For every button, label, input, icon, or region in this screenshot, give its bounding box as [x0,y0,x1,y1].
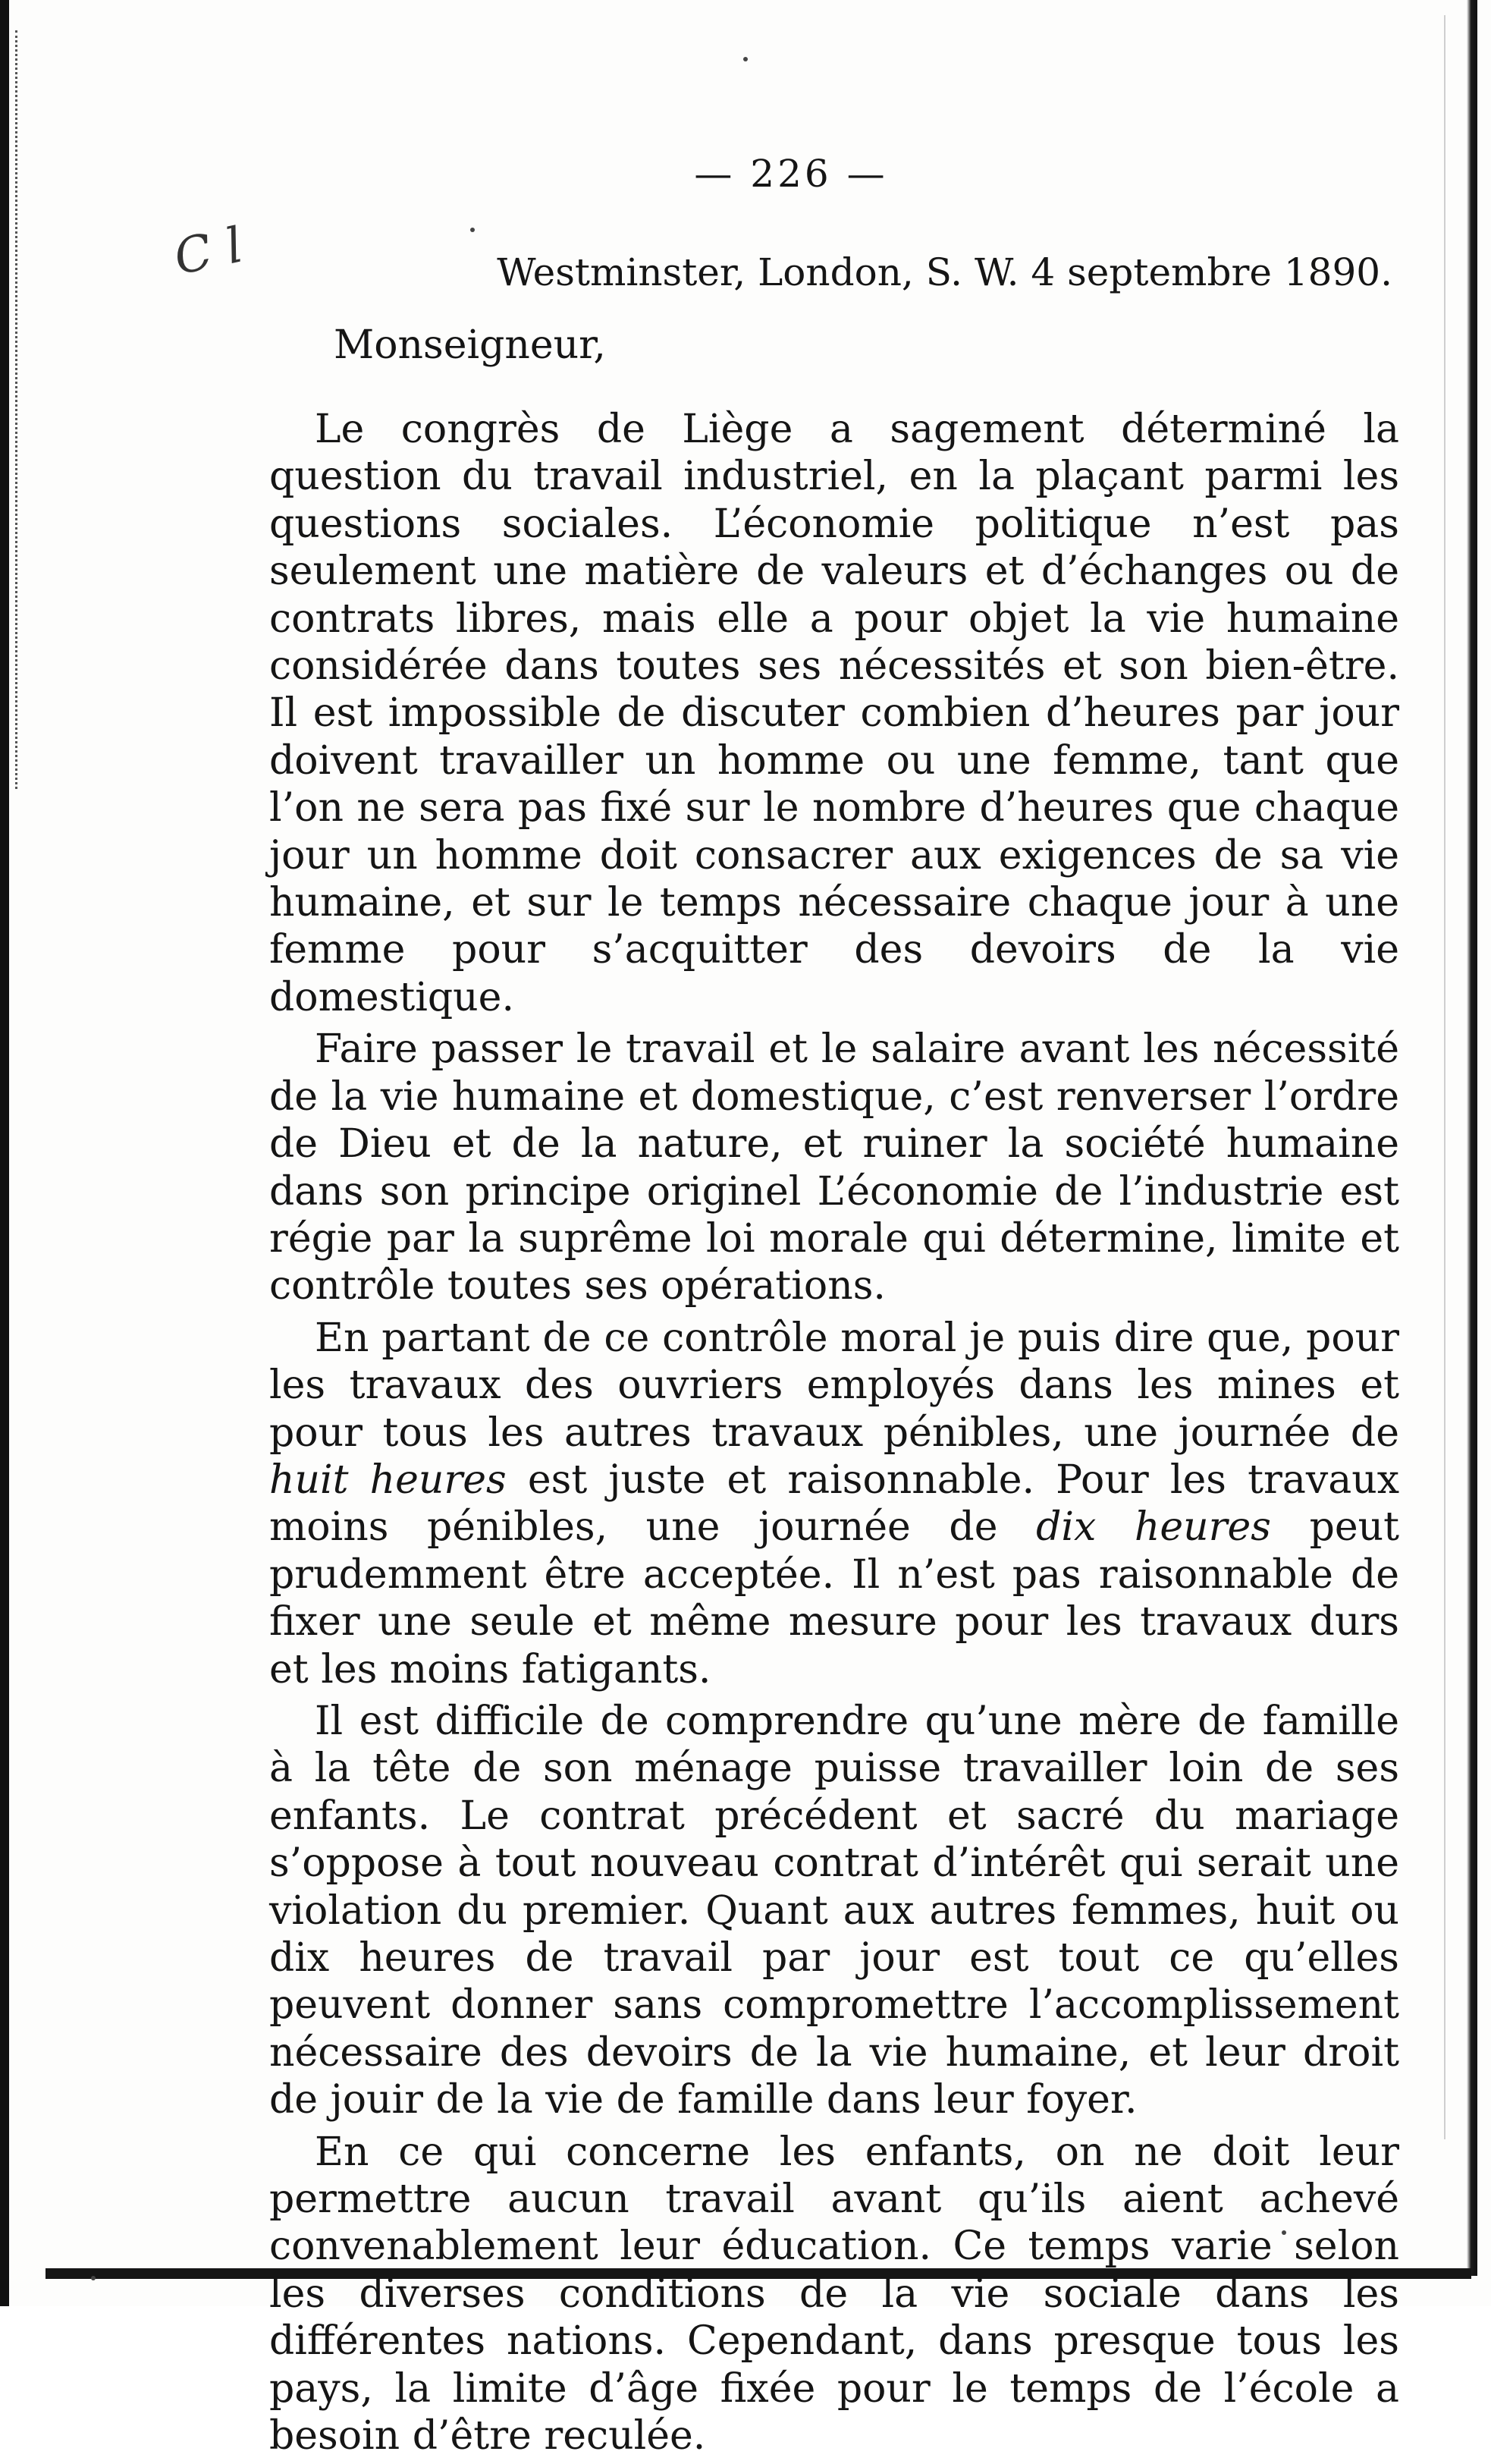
right-page-edge [1467,0,1477,2276]
letter-dateline: Westminster, London, S. W. 4 septembre 1890. [497,250,1392,294]
scan-speck [470,228,475,232]
paragraph-2: Faire passer le travail et le salaire avant les nécessité de la vie humaine et domestique, c’est renverser l’ordre de Dieu et de la nature, et ruiner la société humaine dans son principe originel L’économie de l’industrie est régie par la suprême loi morale qui détermine, limite et contrôle toutes ses opérations. [269,1026,1399,1309]
paragraph-3-text-b: est juste et raisonnable. Pour les travaux moins pénibles, une journée de [269,1457,1400,1551]
binding-dots [15,30,20,789]
letter-body [269,406,1399,2464]
page-number: — 226 — [694,152,888,196]
paragraph-1: Le congrès de Liège a sagement déterminé la question du travail industriel, en la plaçant parmi les questions sociales. L’économie politique n’est pas seulement une matière de valeurs et d’échanges ou de contrats libres, mais elle a pour objet la vie humaine considérée dans toutes ses nécessités et son bien-être. Il est impossible de discuter combien d’heures par jour doivent travailler un homme ou une femme, tant que l’on ne sera pas fixé sur le nombre d’heures que chaque jour un homme doit consacrer aux exigences de sa vie humaine, et sur le temps nécessaire chaque jour à une femme pour s’acquitter des devoirs de la vie domestique. [269,407,1399,1020]
paragraph-3-text-c: peut prudemment être acceptée. Il n’est pas raisonnable de fixer une seule et même mesure pour les travaux durs et les moins fatigants. [269,1504,1400,1692]
right-page-rule [1444,15,1445,2139]
margin-annotation: C l [169,217,248,287]
paragraph-3 [269,1315,1399,1693]
paragraph-4: Il est difficile de comprendre qu’une mère de famille à la tête de son ménage puisse travailler loin de ses enfants. Le contrat précédent et sacré du mariage s’oppose à tout nouveau contrat d’intérêt qui serait une violation du premier. Quant aux autres femmes, huit ou dix heures de travail par jour est tout ce qu’elles peuvent donner sans compromettre l’accomplissement nécessaire des devoirs de la vie humaine, et leur droit de jouir de la vie de famille dans leur foyer. [269,1698,1399,2123]
paragraph-3-emphasis-dix-heures: dix heures [1036,1504,1271,1551]
scan-speck [91,2276,96,2280]
binding-edge [0,0,9,2306]
paragraph-3-emphasis-huit-heures: huit heures [269,1457,507,1503]
scan-speck [743,57,748,61]
letter-salutation: Monseigneur, [334,322,606,368]
paragraph-5: En ce qui concerne les enfants, on ne doit leur permettre aucun travail avant qu’ils aient achevé convenablement leur éducation. Ce temps varie selon les diverses conditions de la vie sociale dans les différentes nations. Cependant, dans presque tous les pays, la limite d’âge fixée pour le temps de l’école a besoin d’être reculée. [269,2129,1399,2459]
paragraph-3-text-a: En partant de ce contrôle moral je puis dire que, pour les travaux des ouvriers employés dans les mines et pour tous les autres travaux pénibles, une journée de [269,1315,1399,1456]
